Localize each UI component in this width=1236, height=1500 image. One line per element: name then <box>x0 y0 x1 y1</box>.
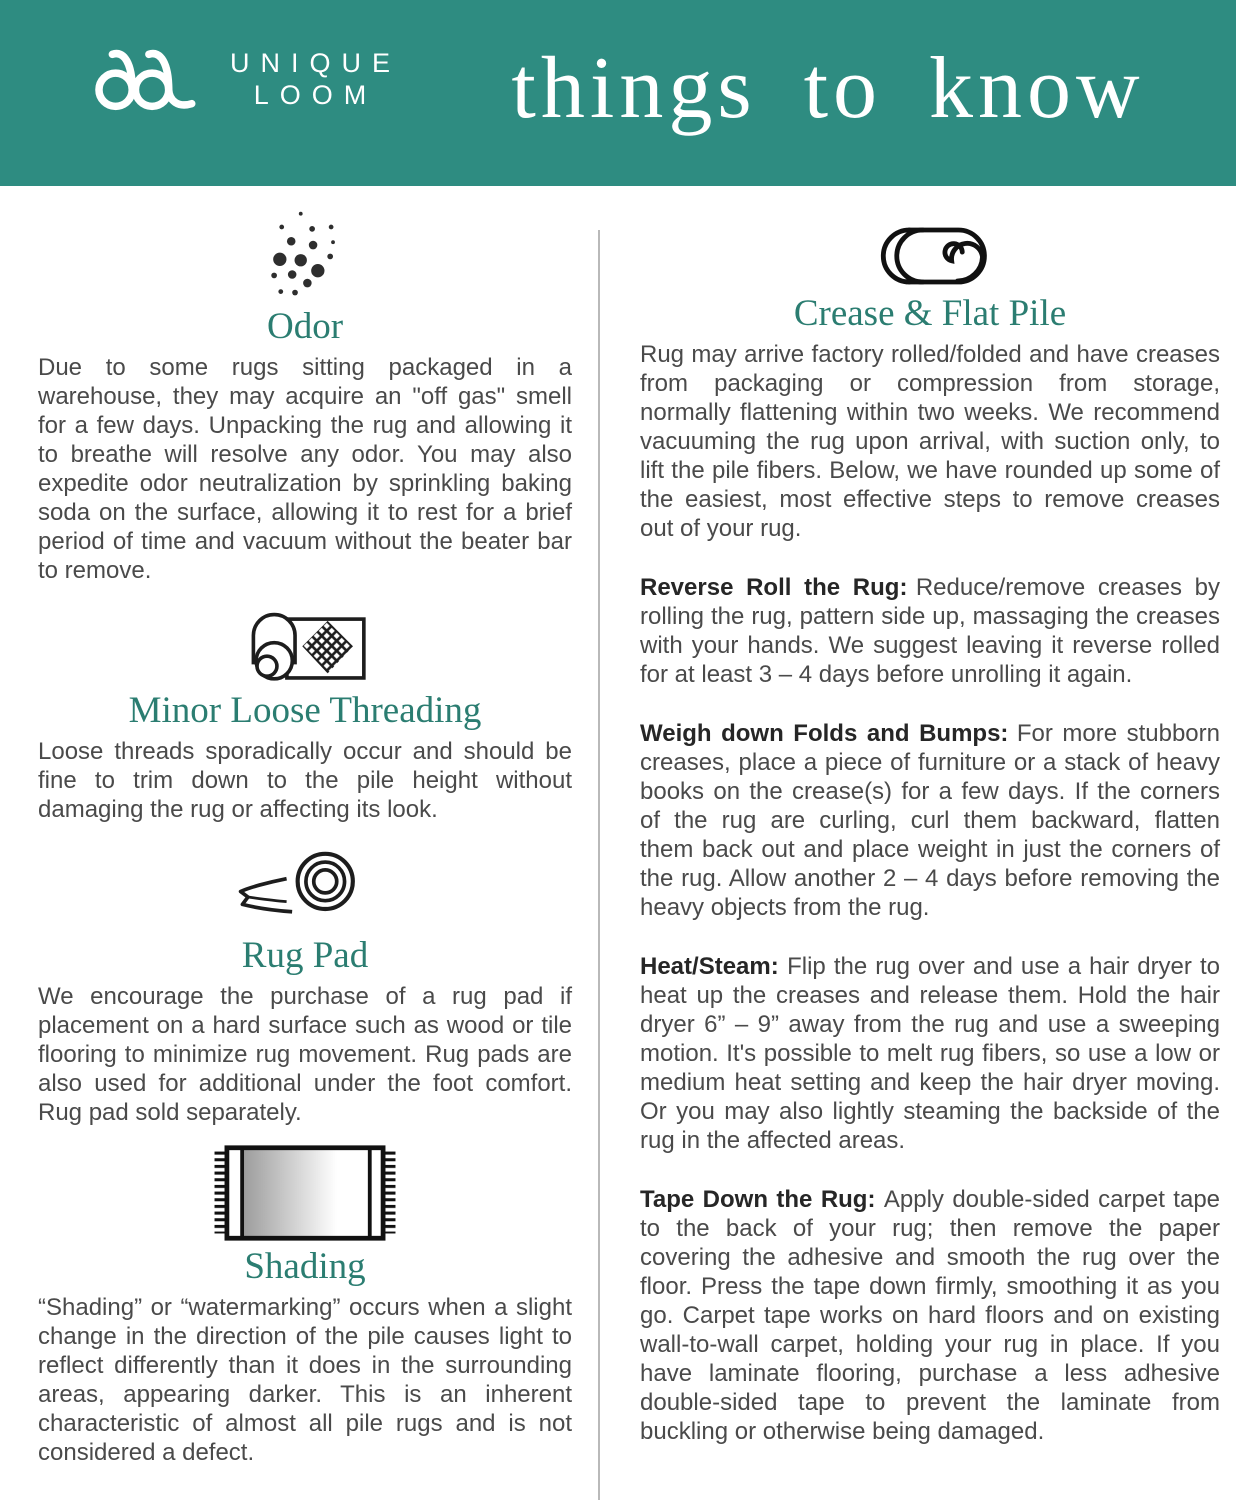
creased-roll-icon <box>640 222 1220 290</box>
section-heading: Odor <box>266 306 344 347</box>
section-heading: Crease & Flat Pile <box>793 293 1067 334</box>
tip-text: Reduce/remove creases by rolling the rug, pattern side up, massaging the creases with your hands. We suggest leaving it reverse rolled for at least 3 – 4 days before unrolling it again. <box>640 574 1220 688</box>
section-rug-pad <box>38 840 572 1127</box>
tip-weigh-down <box>640 719 1220 922</box>
tip-heat-steam <box>640 952 1220 1155</box>
odor-dots-icon <box>38 208 572 303</box>
tip-reverse-roll <box>640 573 1220 689</box>
section-crease-flat-pile <box>640 222 1220 543</box>
section-minor-loose-threading <box>38 601 572 824</box>
brand-line-unique: UNIQUE <box>230 47 402 78</box>
rolled-rug-icon <box>38 601 572 687</box>
shaded-rug-icon <box>38 1143 572 1243</box>
tip-label: Weigh down Folds and Bumps: <box>640 720 1009 747</box>
brand-block <box>92 44 401 114</box>
tip-label: Tape Down the Rug: <box>640 1186 876 1213</box>
section-body: “Shading” or “watermarking” occurs when a slight change in the direction of the pile causes light to reflect differently than it does in the surrounding areas, appearing darker. This is an inherent characteristic of almost all pile rugs and is not considered a defect. <box>38 1294 572 1466</box>
rug-pad-roll-icon <box>38 840 572 932</box>
section-body: Due to some rugs sitting packaged in a warehouse, they may acquire an "off gas" smell for a few days. Unpacking the rug and allowing it to breathe will resolve any odor. You may also expedite odor neutralization by sprinkling baking soda on the surface, allowing it to rest for a brief period of time and vacuum without the beater bar to remove. <box>38 354 572 584</box>
tip-text: For more stubborn creases, place a piece of furniture or a stack of heavy books on the crease(s) for a few days. If the corners of the rug are curling, curl them backward, flatten them back out and place weight in just the corners of the rug. Allow another 2 – 4 days before removing the heavy objects from the rug. <box>640 720 1220 921</box>
section-body: We encourage the purchase of a rug pad if placement on a hard surface such as wood or tile flooring to minimize rug movement. Rug pads are also used for additional under the foot comfort. Rug pad sold separately. <box>38 983 572 1126</box>
tip-label: Heat/Steam: <box>640 953 779 980</box>
header-banner <box>0 0 1236 186</box>
section-heading: Rug Pad <box>241 935 369 976</box>
tip-label: Reverse Roll the Rug: <box>640 574 908 601</box>
column-divider <box>598 230 600 1500</box>
tip-tape-down <box>640 1185 1220 1446</box>
section-heading: Shading <box>244 1246 366 1287</box>
tip-text: Flip the rug over and use a hair dryer to heat up the creases and release them. Hold the hair dryer 6” – 9” away from the rug and use a sweeping motion. It's possible to melt rug fibers, so use a low or medium heat setting and keep the hair dryer moving. Or you may also lightly steaming the backside of the rug in the affected areas. <box>640 953 1220 1154</box>
left-column <box>38 208 572 1467</box>
tip-text: Apply double-sided carpet tape to the back of your rug; then remove the paper covering the adhesive and smooth the rug over the floor. Press the tape down firmly, smoothing it as you go. Carpet tape works on hard floors and on existing wall-to-wall carpet, holding your rug in place. If you have laminate flooring, purchase a less adhesive double-sided tape to prevent the laminate from buckling or otherwise being damaged. <box>640 1186 1221 1445</box>
brand-wordmark <box>230 47 401 112</box>
content-area <box>0 186 1236 1467</box>
section-body: Rug may arrive factory rolled/folded and have creases from packaging or compression from storage, normally flattening within two weeks. We recommend vacuuming the rug upon arrival, with suction only, to lift the pile fibers. Below, we have rounded up some of the easiest, most effective steps to remove creases out of your rug. <box>640 341 1220 542</box>
page-title: things to know <box>511 40 1145 137</box>
right-column <box>640 208 1220 1467</box>
unique-loom-logo-icon <box>92 44 210 114</box>
section-heading: Minor Loose Threading <box>128 690 482 731</box>
section-body: Loose threads sporadically occur and should be fine to trim down to the pile height without damaging the rug or affecting its look. <box>38 738 572 823</box>
section-shading <box>38 1143 572 1467</box>
section-odor <box>38 208 572 585</box>
brand-line-loom: LOOM <box>253 80 378 110</box>
